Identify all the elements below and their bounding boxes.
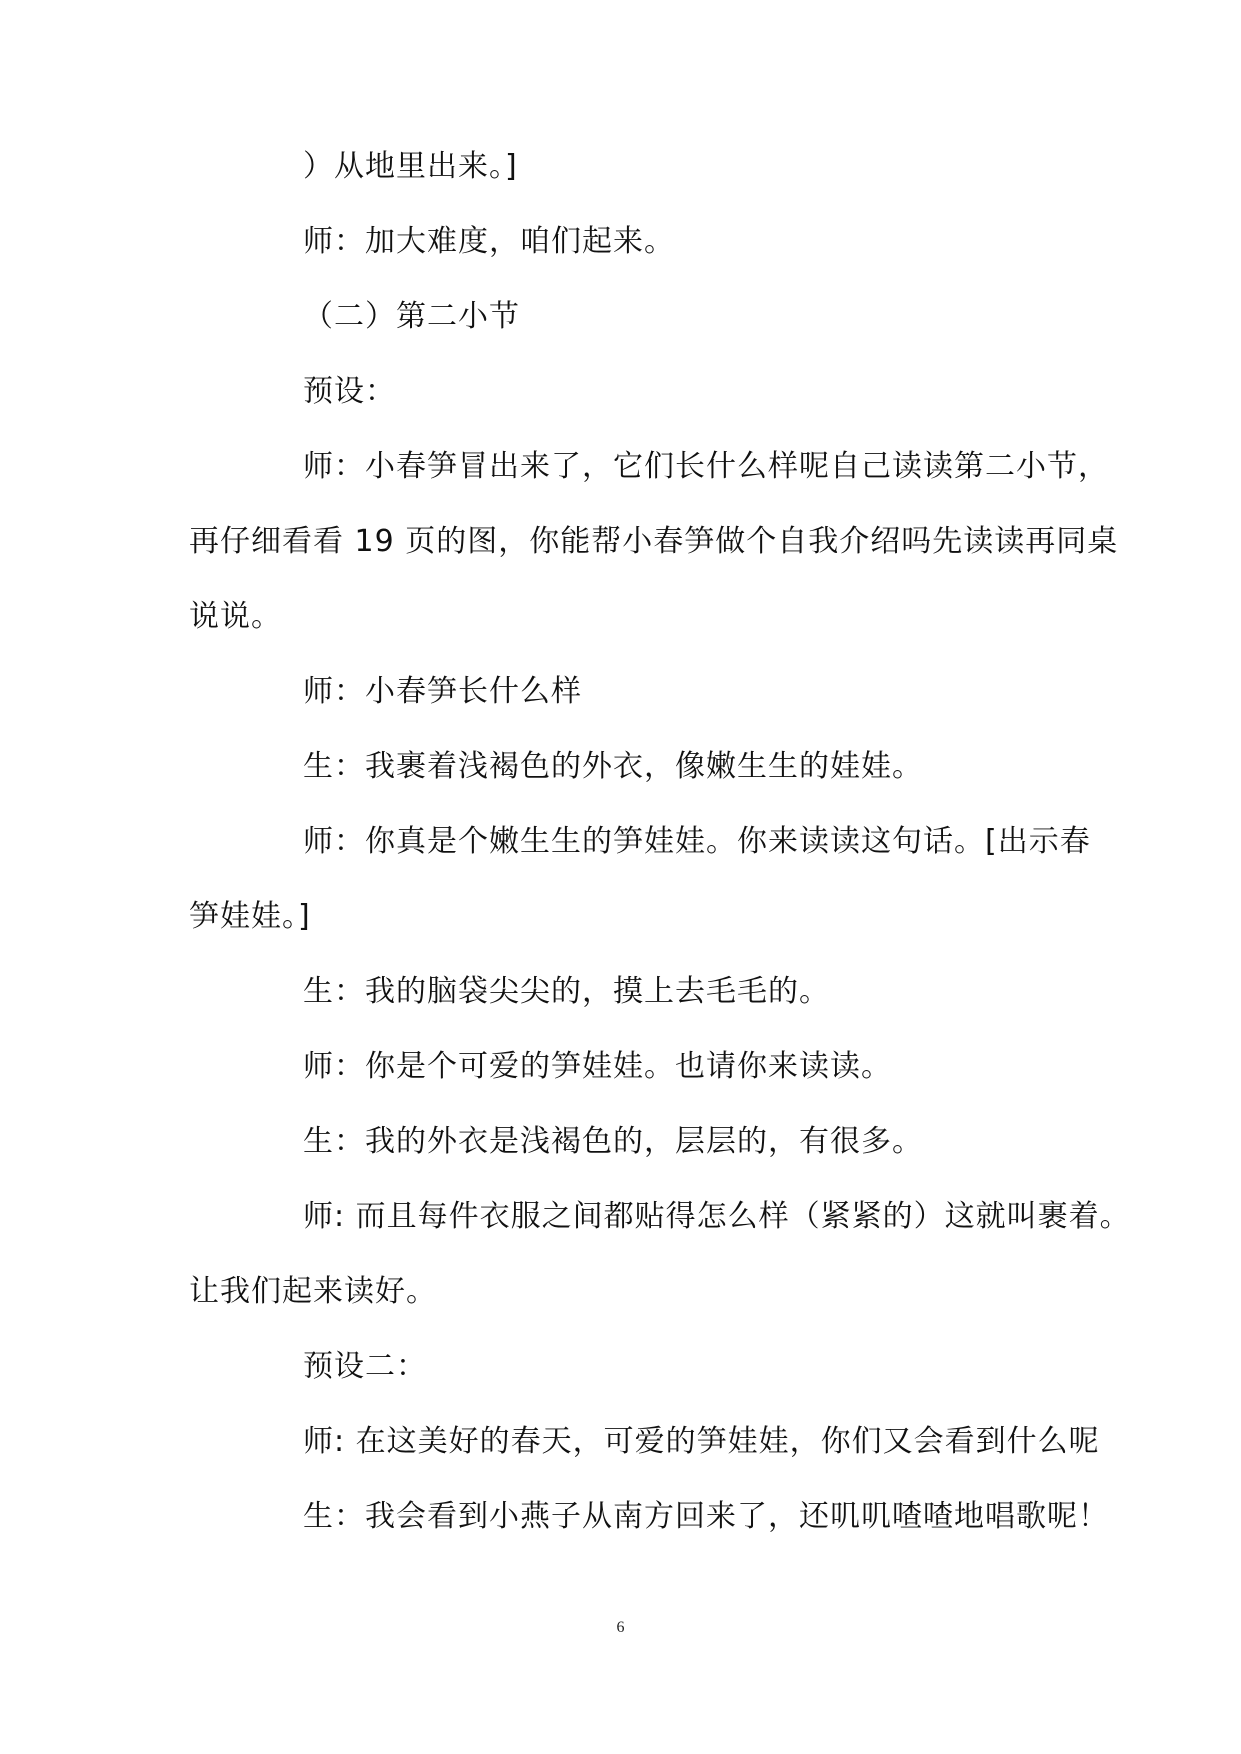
- text-line-14: 生：我的外衣是浅褐色的，层层的，有很多。: [303, 1124, 923, 1159]
- text-line-1: ）从地里出来。]: [303, 149, 518, 184]
- text-line-18: 师: 在这美好的春天，可爱的笋娃娃，你们又会看到什么呢: [303, 1424, 1100, 1459]
- page-number: 6: [616, 1619, 625, 1636]
- section-heading: （二）第二小节: [303, 299, 520, 334]
- text-line-13: 师：你是个可爱的笋娃娃。也请你来读读。: [303, 1049, 892, 1084]
- text-line-17: 预设二：: [303, 1349, 427, 1384]
- text-line-11: 笋娃娃。]: [189, 899, 311, 934]
- text-line-9: 生：我裹着浅褐色的外衣，像嫩生生的娃娃。: [303, 749, 923, 784]
- text-line-19: 生：我会看到小燕子从南方回来了，还叽叽喳喳地唱歌呢！: [303, 1499, 1109, 1534]
- text-line-6: 再仔细看看 19 页的图，你能帮小春笋做个自我介绍吗先读读再同桌: [189, 524, 1119, 559]
- text-line-2: 师：加大难度，咱们起来。: [303, 224, 675, 259]
- text-line-12: 生：我的脑袋尖尖的，摸上去毛毛的。: [303, 974, 830, 1009]
- text-line-4: 预设：: [303, 374, 396, 409]
- text-line-5: 师：小春笋冒出来了，它们长什么样呢自己读读第二小节，: [303, 449, 1109, 484]
- text-line-15: 师: 而且每件衣服之间都贴得怎么样（紧紧的）这就叫裹着。: [303, 1199, 1131, 1234]
- text-line-16: 让我们起来读好。: [189, 1274, 437, 1309]
- text-line-8: 师：小春笋长什么样: [303, 674, 582, 709]
- text-line-7: 说说。: [189, 599, 282, 634]
- text-line-10: 师：你真是个嫩生生的笋娃娃。你来读读这句话。[出示春: [303, 824, 1091, 859]
